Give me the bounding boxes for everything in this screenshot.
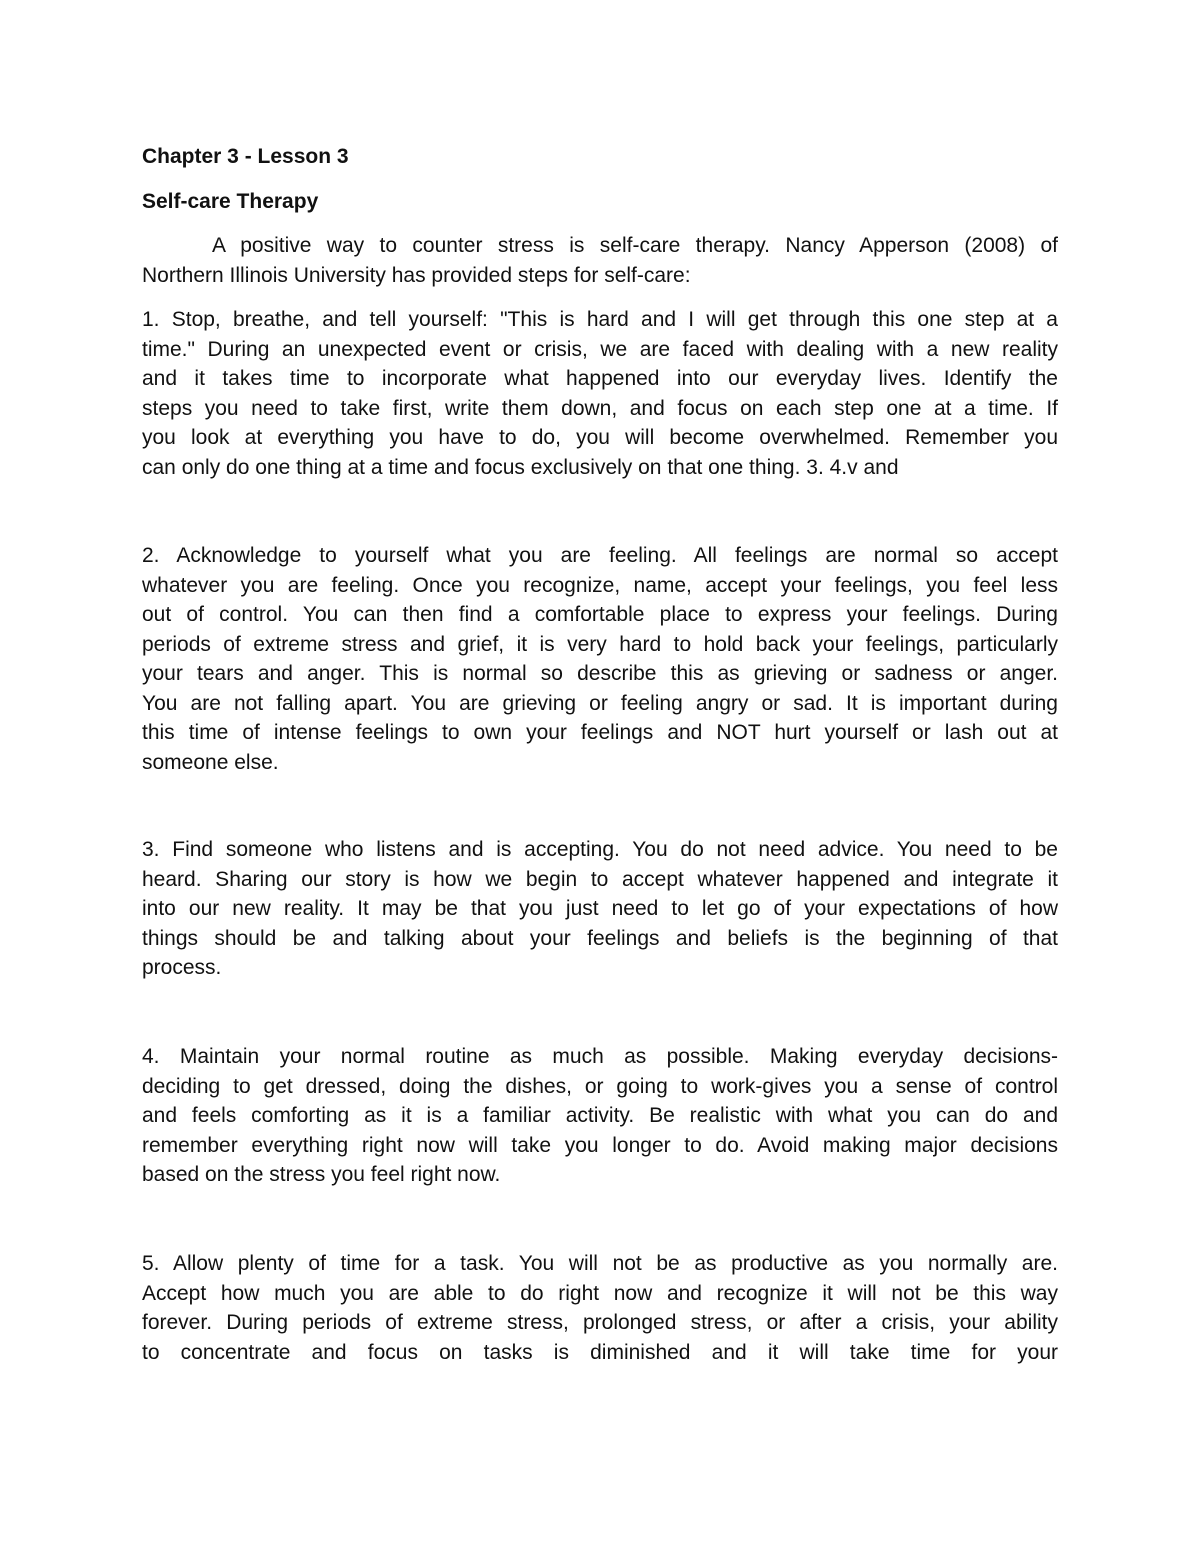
step-line: someone else. <box>142 750 279 774</box>
step-line: heard. Sharing our story is how we begin to accept whatever happened and integrate it <box>142 867 1058 891</box>
step-line: deciding to get dressed, doing the dishes, or going to work-gives you a sense of control <box>142 1074 1058 1098</box>
step-line: and it takes time to incorporate what happened into our everyday lives. Identify the <box>142 367 1058 390</box>
step-line: based on the stress you feel right now. <box>142 1163 501 1186</box>
step-1-paragraph <box>142 305 1058 482</box>
step-line: can only do one thing at a time and focus exclusively on that one thing. 3. 4.v and <box>142 455 899 479</box>
step-line: you look at everything you have to do, you will become overwhelmed. Remember you <box>142 426 1058 449</box>
step-line: 5. Allow plenty of time for a task. You will not be as productive as you normally are. <box>142 1252 1058 1275</box>
step-line: forever. During periods of extreme stress, prolonged stress, or after a crisis, your ability <box>142 1311 1058 1334</box>
step-line: 2. Acknowledge to yourself what you are feeling. All feelings are normal so accept <box>142 544 1058 567</box>
step-line: You are not falling apart. You are grieving or feeling angry or sad. It is important during <box>142 691 1058 715</box>
step-line: whatever you are feeling. Once you recognize, name, accept your feelings, you feel less <box>142 573 1058 597</box>
step-line: out of control. You can then find a comfortable place to express your feelings. During <box>142 603 1058 626</box>
section-title: Self-care Therapy <box>142 190 319 213</box>
step-2-paragraph <box>142 541 1058 777</box>
step-line: remember everything right now will take you longer to do. Avoid making major decisions <box>142 1133 1058 1157</box>
step-4-paragraph <box>142 1042 1058 1190</box>
step-line: 1. Stop, breathe, and tell yourself: "This is hard and I will get through this one step at a <box>142 308 1058 331</box>
step-line: steps you need to take first, write them down, and focus on each step one at a time. If <box>142 396 1058 420</box>
step-line: 3. Find someone who listens and is accepting. You do not need advice. You need to be <box>142 838 1058 861</box>
step-line: and feels comforting as it is a familiar activity. Be realistic with what you can do and <box>142 1104 1058 1127</box>
step-line: 4. Maintain your normal routine as much as possible. Making everyday decisions- <box>142 1045 1058 1068</box>
step-line: to concentrate and focus on tasks is diminished and it will take time for your <box>142 1340 1058 1364</box>
intro-paragraph <box>142 231 1058 290</box>
intro-line: A positive way to counter stress is self-care therapy. Nancy Apperson (2008) of <box>212 234 1058 257</box>
step-line: Accept how much you are able to do right now and recognize it will not be this way <box>142 1281 1058 1305</box>
step-line: process. <box>142 956 222 979</box>
intro-line: Northern Illinois University has provided steps for self-care: <box>142 263 691 287</box>
step-line: periods of extreme stress and grief, it is very hard to hold back your feelings, particularly <box>142 632 1058 656</box>
step-3-paragraph <box>142 835 1058 983</box>
step-line: this time of intense feelings to own your feelings and NOT hurt yourself or lash out at <box>142 721 1058 744</box>
step-5-paragraph <box>142 1249 1058 1367</box>
step-line: time." During an unexpected event or crisis, we are faced with dealing with a new reality <box>142 337 1058 361</box>
step-line: your tears and anger. This is normal so describe this as grieving or sadness or anger. <box>142 662 1058 685</box>
step-line: things should be and talking about your feelings and beliefs is the beginning of that <box>142 926 1058 950</box>
chapter-title: Chapter 3 - Lesson 3 <box>142 145 349 168</box>
step-line: into our new reality. It may be that you just need to let go of your expectations of how <box>142 897 1058 920</box>
